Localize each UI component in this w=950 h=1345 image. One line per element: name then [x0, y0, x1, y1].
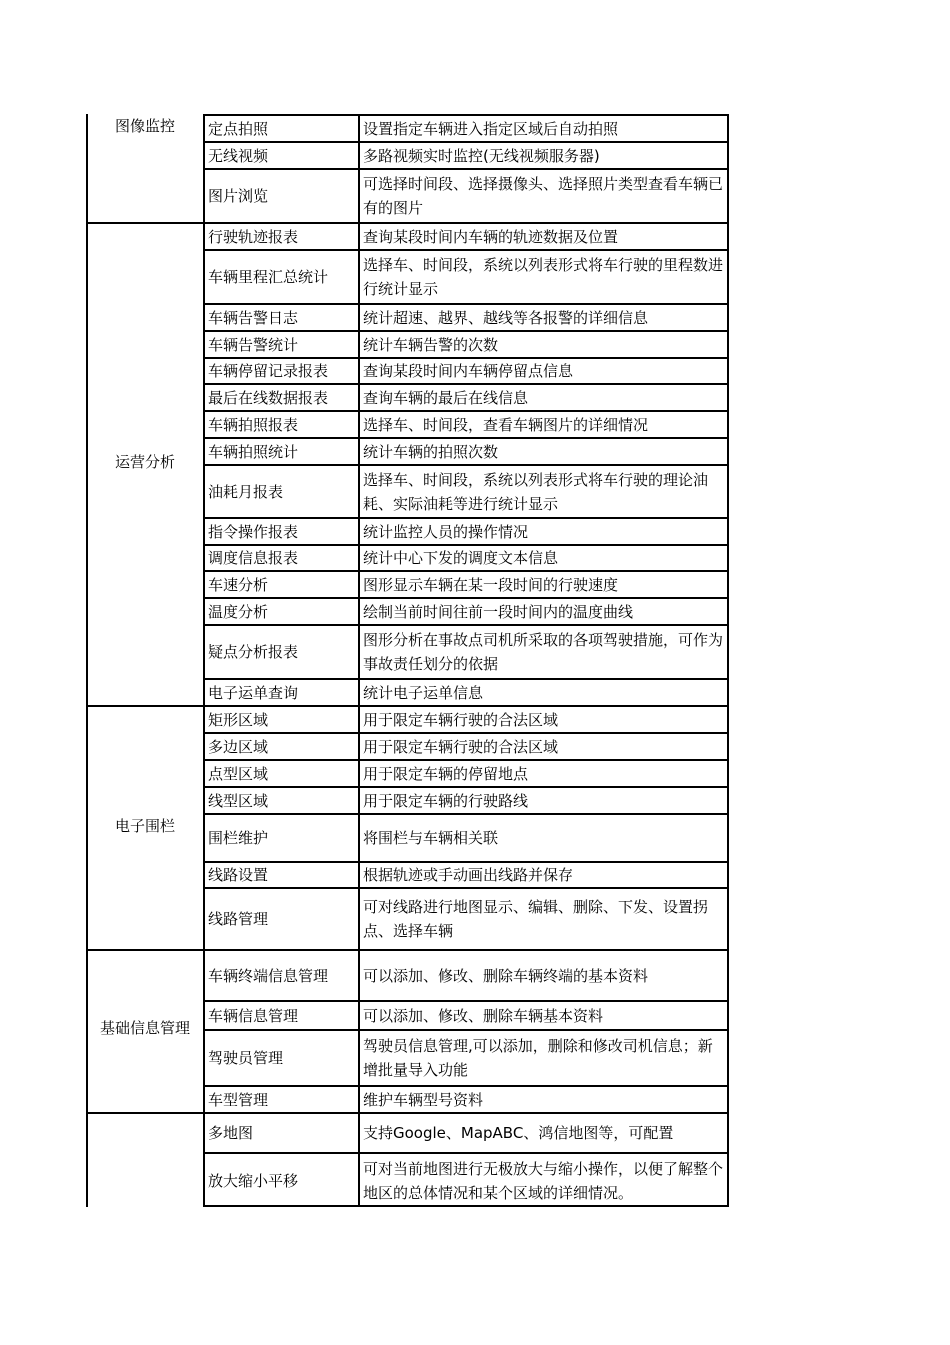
category-label: 基础信息管理: [99, 1019, 190, 1037]
feature-cell: 车辆信息管理: [208, 1006, 299, 1025]
description-cell: 统计车辆的拍照次数: [363, 442, 499, 461]
category-label: 图像监控: [114, 117, 175, 135]
description-cell: 选择车、时间段，查看车辆图片的详细情况: [363, 415, 649, 434]
feature-cell: 指令操作报表: [208, 522, 299, 541]
description-cell: 用于限定车辆的停留地点: [363, 764, 529, 783]
feature-cell: 疑点分析报表: [208, 643, 299, 661]
feature-cell: 多地图: [208, 1124, 254, 1142]
category-label: 电子围栏: [114, 817, 175, 835]
description-cell: 用于限定车辆的行驶路线: [363, 791, 529, 810]
feature-cell: 车辆拍照统计: [208, 442, 299, 461]
feature-cell: 车辆里程汇总统计: [208, 268, 329, 286]
feature-cell: 矩形区域: [208, 710, 269, 729]
description-cell: 用于限定车辆行驶的合法区域: [363, 737, 559, 756]
table-bottom-border: [203, 1205, 729, 1207]
feature-cell: 驾驶员管理: [208, 1049, 284, 1067]
description-cell: 驾驶员信息管理,可以添加，删除和修改司机信息；新增批量导入功能: [363, 1037, 713, 1079]
description-cell: 选择车、时间段，系统以列表形式将车行驶的理论油耗、实际油耗等进行统计显示: [363, 470, 709, 513]
description-cell: 用于限定车辆行驶的合法区域: [363, 710, 559, 729]
description-cell: 可对当前地图进行无极放大与缩小操作，以便了解整个地区的总体情况和某个区域的详细情况。: [363, 1159, 724, 1202]
description-cell: 可以添加、修改、删除车辆终端的基本资料: [363, 966, 649, 985]
description-cell: 统计监控人员的操作情况: [363, 522, 529, 541]
description-cell: 支持Google、MapABC、鸿信地图等，可配置: [363, 1124, 674, 1142]
description-column-left-border: [358, 114, 360, 1207]
feature-cell: 调度信息报表: [208, 549, 299, 567]
description-cell: 可选择时间段、选择摄像头、选择照片类型查看车辆已有的图片: [363, 175, 724, 217]
feature-cell: 车辆终端信息管理: [208, 966, 329, 985]
description-cell: 图形显示车辆在某一段时间的行驶速度: [363, 575, 619, 594]
description-cell: 统计中心下发的调度文本信息: [363, 549, 559, 567]
feature-cell: 油耗月报表: [208, 482, 284, 501]
description-cell: 统计超速、越界、越线等各报警的详细信息: [363, 308, 649, 327]
description-cell: 根据轨迹或手动画出线路并保存: [363, 866, 574, 884]
feature-cell: 车辆拍照报表: [208, 415, 299, 434]
feature-cell: 车型管理: [208, 1090, 269, 1109]
feature-cell: 温度分析: [208, 602, 269, 621]
feature-cell: 车辆告警统计: [208, 335, 299, 354]
description-cell: 可以添加、修改、删除车辆基本资料: [363, 1006, 604, 1025]
description-cell: 可对线路进行地图显示、编辑、删除、下发、设置拐点、选择车辆: [363, 898, 709, 940]
description-cell: 多路视频实时监控(无线视频服务器): [363, 146, 600, 165]
feature-cell: 电子运单查询: [208, 683, 299, 702]
feature-cell: 多边区域: [208, 737, 269, 756]
feature-cell: 车辆告警日志: [208, 308, 299, 327]
feature-column-left-border: [203, 114, 205, 1207]
feature-cell: 定点拍照: [208, 119, 269, 138]
feature-cell: 车速分析: [208, 575, 269, 594]
feature-cell: 线路设置: [208, 866, 269, 884]
feature-cell: 围栏维护: [208, 829, 269, 847]
description-cell: 设置指定车辆进入指定区域后自动拍照: [363, 119, 619, 138]
description-cell: 查询某段时间内车辆的轨迹数据及位置: [363, 227, 619, 246]
feature-cell: 无线视频: [208, 146, 269, 165]
description-cell: 查询车辆的最后在线信息: [363, 388, 529, 407]
category-column-left-border: [86, 114, 88, 1207]
description-cell: 绘制当前时间往前一段时间内的温度曲线: [363, 602, 634, 621]
description-cell: 查询某段时间内车辆停留点信息: [363, 362, 574, 380]
feature-cell: 行驶轨迹报表: [208, 227, 299, 246]
description-cell: 维护车辆型号资料: [363, 1090, 484, 1109]
description-cell: 统计车辆告警的次数: [363, 335, 499, 354]
feature-cell: 图片浏览: [208, 187, 269, 205]
feature-cell: 线型区域: [208, 791, 269, 810]
feature-cell: 线路管理: [208, 910, 269, 928]
feature-cell: 最后在线数据报表: [208, 388, 329, 407]
feature-cell: 放大缩小平移: [208, 1171, 299, 1190]
description-cell: 图形分析在事故点司机所采取的各项驾驶措施，可作为事故责任划分的依据: [363, 631, 724, 673]
feature-cell: 点型区域: [208, 764, 269, 783]
description-cell: 将围栏与车辆相关联: [363, 829, 499, 847]
feature-cell: 车辆停留记录报表: [208, 362, 329, 380]
table-right-border: [727, 114, 729, 1207]
description-cell: 统计电子运单信息: [363, 683, 484, 702]
category-label: 运营分析: [114, 453, 175, 471]
description-cell: 选择车、时间段，系统以列表形式将车行驶的里程数进行统计显示: [363, 256, 724, 298]
